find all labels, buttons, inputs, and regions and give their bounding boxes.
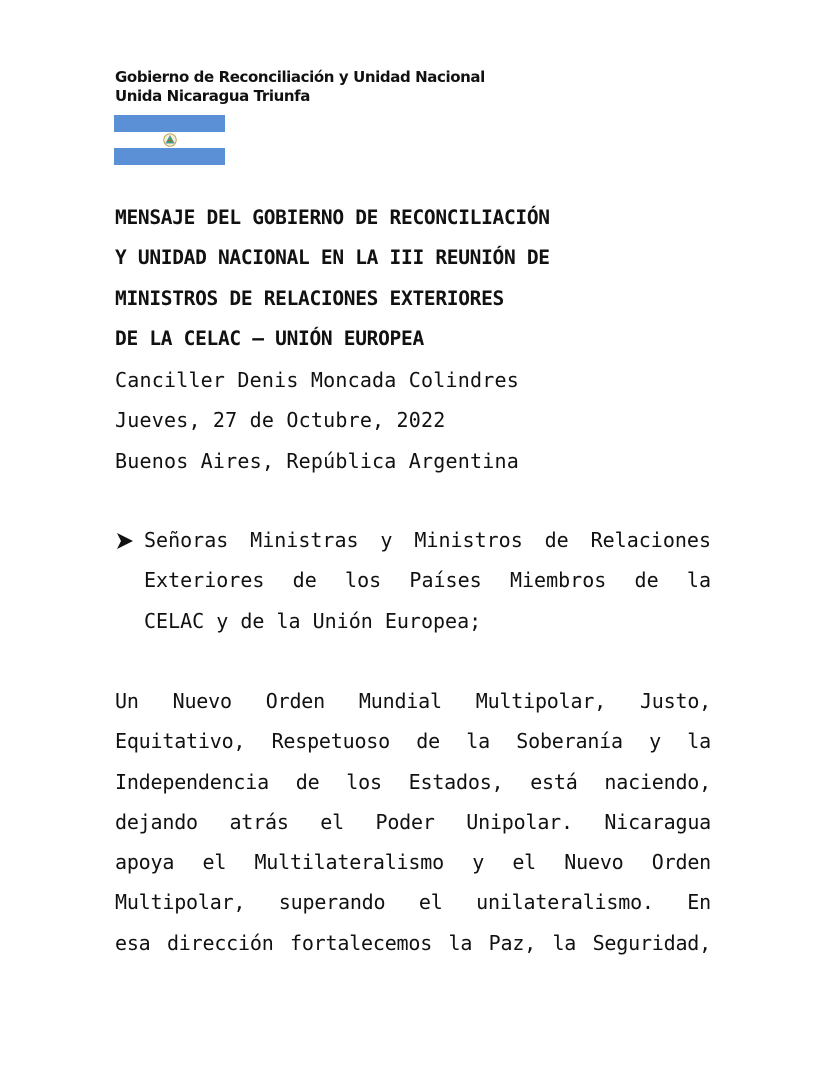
flag-bottom-band — [114, 148, 225, 165]
salutation-line: Exteriores de los Países Miembros de la — [144, 568, 711, 593]
speech-details — [115, 360, 519, 481]
title-line: MENSAJE DEL GOBIERNO DE RECONCILIACIÓN — [115, 206, 550, 229]
letterhead-line-government: Gobierno de Reconciliación y Unidad Nacional — [115, 68, 485, 86]
title-line: DE LA CELAC – UNIÓN EUROPEA — [115, 326, 424, 350]
paragraph-line: Independencia de los Estados, está naciendo, — [115, 769, 711, 794]
arrowhead-bullet-icon — [115, 531, 135, 551]
speech-location: Buenos Aires, República Argentina — [115, 448, 519, 473]
flag-middle-band — [114, 132, 225, 149]
title-line: MINISTROS DE RELACIONES EXTERIORES — [115, 286, 504, 310]
speaker-name: Canciller Denis Moncada Colindres — [115, 368, 519, 392]
speech-paragraph — [115, 681, 711, 963]
speech-date: Jueves, 27 de Octubre, 2022 — [115, 408, 446, 433]
paragraph-line: Multipolar, superando el unilateralismo. En — [115, 890, 711, 915]
paragraph-line: Un Nuevo Orden Mundial Multipolar, Justo, — [115, 689, 711, 713]
title-line: Y UNIDAD NACIONAL EN LA III REUNIÓN DE — [115, 246, 550, 270]
salutation-line: CELAC y de la Unión Europea; — [144, 608, 482, 633]
message-title — [115, 198, 550, 359]
paragraph-line: Equitativo, Respetuoso de la Soberanía y la — [115, 729, 711, 754]
nicaragua-flag — [114, 115, 225, 165]
paragraph-line: dejando atrás el Poder Unipolar. Nicaragua — [115, 809, 711, 834]
paragraph-line: apoya el Multilateralismo y el Nuevo Orden — [115, 850, 711, 875]
flag-top-band — [114, 115, 225, 132]
letterhead — [115, 68, 485, 106]
salutation-bullet-item — [115, 520, 711, 641]
paragraph-line: esa dirección fortalecemos la Paz, la Seguridad, — [115, 930, 711, 955]
salutation-line: Señoras Ministras y Ministros de Relaciones — [144, 528, 711, 552]
letterhead-line-slogan: Unida Nicaragua Triunfa — [115, 87, 310, 105]
coat-of-arms-icon — [163, 133, 177, 147]
